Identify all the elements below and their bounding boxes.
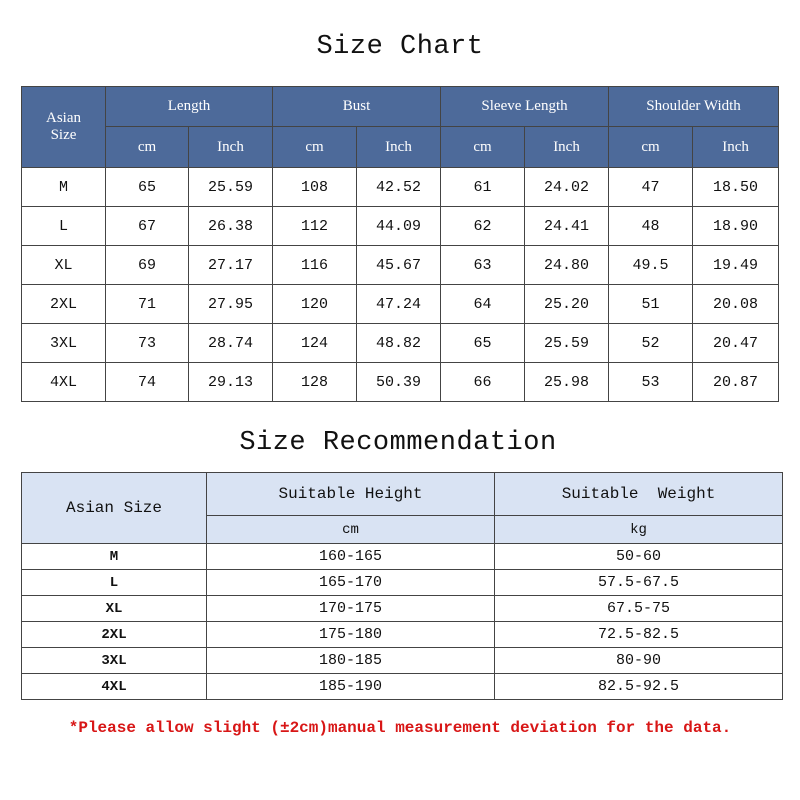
measurement-cell: 71 (106, 285, 189, 324)
measurement-cell: 25.98 (525, 363, 609, 402)
size-chart-body (22, 168, 779, 402)
height-range-cell: 165-170 (207, 570, 495, 596)
chart-unit: cm (441, 127, 525, 168)
weight-range-cell: 72.5-82.5 (495, 622, 783, 648)
measurement-cell: 120 (273, 285, 357, 324)
height-range-cell: 170-175 (207, 596, 495, 622)
measurement-cell: 29.13 (189, 363, 273, 402)
measurement-cell: 25.20 (525, 285, 609, 324)
measurement-cell: 108 (273, 168, 357, 207)
measurement-cell: 20.87 (693, 363, 779, 402)
measurement-cell: 42.52 (357, 168, 441, 207)
measurement-cell: 116 (273, 246, 357, 285)
size-recommendation-title: Size Recommendation (239, 428, 557, 458)
recommendation-row (22, 596, 783, 622)
chart-header-row (22, 87, 779, 127)
recommendation-row (22, 622, 783, 648)
weight-range-cell: 67.5-75 (495, 596, 783, 622)
size-cell: XL (22, 246, 106, 285)
measurement-cell: 65 (106, 168, 189, 207)
measurement-cell: 49.5 (609, 246, 693, 285)
size-cell: 4XL (22, 674, 207, 700)
rec-unit-height: cm (207, 516, 495, 544)
size-recommendation-table (21, 472, 783, 700)
size-cell: L (22, 207, 106, 246)
chart-unit: cm (273, 127, 357, 168)
measurement-cell: 20.47 (693, 324, 779, 363)
measurement-cell: 18.90 (693, 207, 779, 246)
measurement-cell: 66 (441, 363, 525, 402)
measurement-cell: 52 (609, 324, 693, 363)
size-cell: 2XL (22, 622, 207, 648)
chart-header-sleeve-length: Sleeve Length (441, 87, 609, 127)
rec-unit-weight: kg (495, 516, 783, 544)
chart-header-size: Asian Size (22, 87, 106, 168)
measurement-cell: 65 (441, 324, 525, 363)
measurement-cell: 19.49 (693, 246, 779, 285)
measurement-cell: 64 (441, 285, 525, 324)
size-chart-title: Size Chart (316, 32, 484, 62)
measurement-cell: 20.08 (693, 285, 779, 324)
height-range-cell: 175-180 (207, 622, 495, 648)
measurement-cell: 63 (441, 246, 525, 285)
measurement-cell: 53 (609, 363, 693, 402)
measurement-cell: 112 (273, 207, 357, 246)
weight-range-cell: 50-60 (495, 544, 783, 570)
chart-unit: cm (106, 127, 189, 168)
size-chart-row (22, 285, 779, 324)
measurement-cell: 26.38 (189, 207, 273, 246)
measurement-cell: 25.59 (525, 324, 609, 363)
size-recommendation-body (22, 544, 783, 700)
rec-header-weight: Suitable Weight (495, 473, 783, 516)
measurement-cell: 47.24 (357, 285, 441, 324)
measurement-cell: 25.59 (189, 168, 273, 207)
height-range-cell: 185-190 (207, 674, 495, 700)
weight-range-cell: 57.5-67.5 (495, 570, 783, 596)
chart-unit: Inch (357, 127, 441, 168)
measurement-cell: 73 (106, 324, 189, 363)
weight-range-cell: 82.5-92.5 (495, 674, 783, 700)
recommendation-row (22, 570, 783, 596)
size-cell: M (22, 544, 207, 570)
chart-header-shoulder-width: Shoulder Width (609, 87, 779, 127)
chart-unit: Inch (525, 127, 609, 168)
size-chart-row (22, 246, 779, 285)
size-cell: 3XL (22, 324, 106, 363)
recommendation-row (22, 674, 783, 700)
chart-unit: cm (609, 127, 693, 168)
size-cell: 4XL (22, 363, 106, 402)
chart-header-bust: Bust (273, 87, 441, 127)
measurement-cell: 61 (441, 168, 525, 207)
measurement-cell: 69 (106, 246, 189, 285)
chart-unit-row (22, 127, 779, 168)
measurement-deviation-note: *Please allow slight (±2cm)manual measurement deviation for the data. (68, 719, 732, 737)
size-chart-table (21, 86, 779, 402)
weight-range-cell: 80-90 (495, 648, 783, 674)
measurement-cell: 48 (609, 207, 693, 246)
measurement-cell: 62 (441, 207, 525, 246)
measurement-cell: 51 (609, 285, 693, 324)
chart-header-length: Length (106, 87, 273, 127)
measurement-cell: 27.95 (189, 285, 273, 324)
size-chart-row (22, 363, 779, 402)
size-cell: L (22, 570, 207, 596)
measurement-cell: 18.50 (693, 168, 779, 207)
measurement-cell: 45.67 (357, 246, 441, 285)
rec-header-row (22, 473, 783, 516)
size-cell: XL (22, 596, 207, 622)
recommendation-row (22, 648, 783, 674)
measurement-cell: 24.80 (525, 246, 609, 285)
size-chart-row (22, 168, 779, 207)
size-cell: M (22, 168, 106, 207)
measurement-cell: 50.39 (357, 363, 441, 402)
size-chart-row (22, 324, 779, 363)
measurement-cell: 128 (273, 363, 357, 402)
chart-unit: Inch (693, 127, 779, 168)
rec-header-size: Asian Size (22, 473, 207, 544)
height-range-cell: 160-165 (207, 544, 495, 570)
rec-header-height: Suitable Height (207, 473, 495, 516)
measurement-cell: 24.41 (525, 207, 609, 246)
measurement-cell: 74 (106, 363, 189, 402)
size-chart-row (22, 207, 779, 246)
measurement-cell: 67 (106, 207, 189, 246)
measurement-cell: 28.74 (189, 324, 273, 363)
measurement-cell: 24.02 (525, 168, 609, 207)
size-cell: 2XL (22, 285, 106, 324)
measurement-cell: 44.09 (357, 207, 441, 246)
height-range-cell: 180-185 (207, 648, 495, 674)
measurement-cell: 124 (273, 324, 357, 363)
size-cell: 3XL (22, 648, 207, 674)
chart-unit: Inch (189, 127, 273, 168)
measurement-cell: 47 (609, 168, 693, 207)
measurement-cell: 27.17 (189, 246, 273, 285)
measurement-cell: 48.82 (357, 324, 441, 363)
recommendation-row (22, 544, 783, 570)
